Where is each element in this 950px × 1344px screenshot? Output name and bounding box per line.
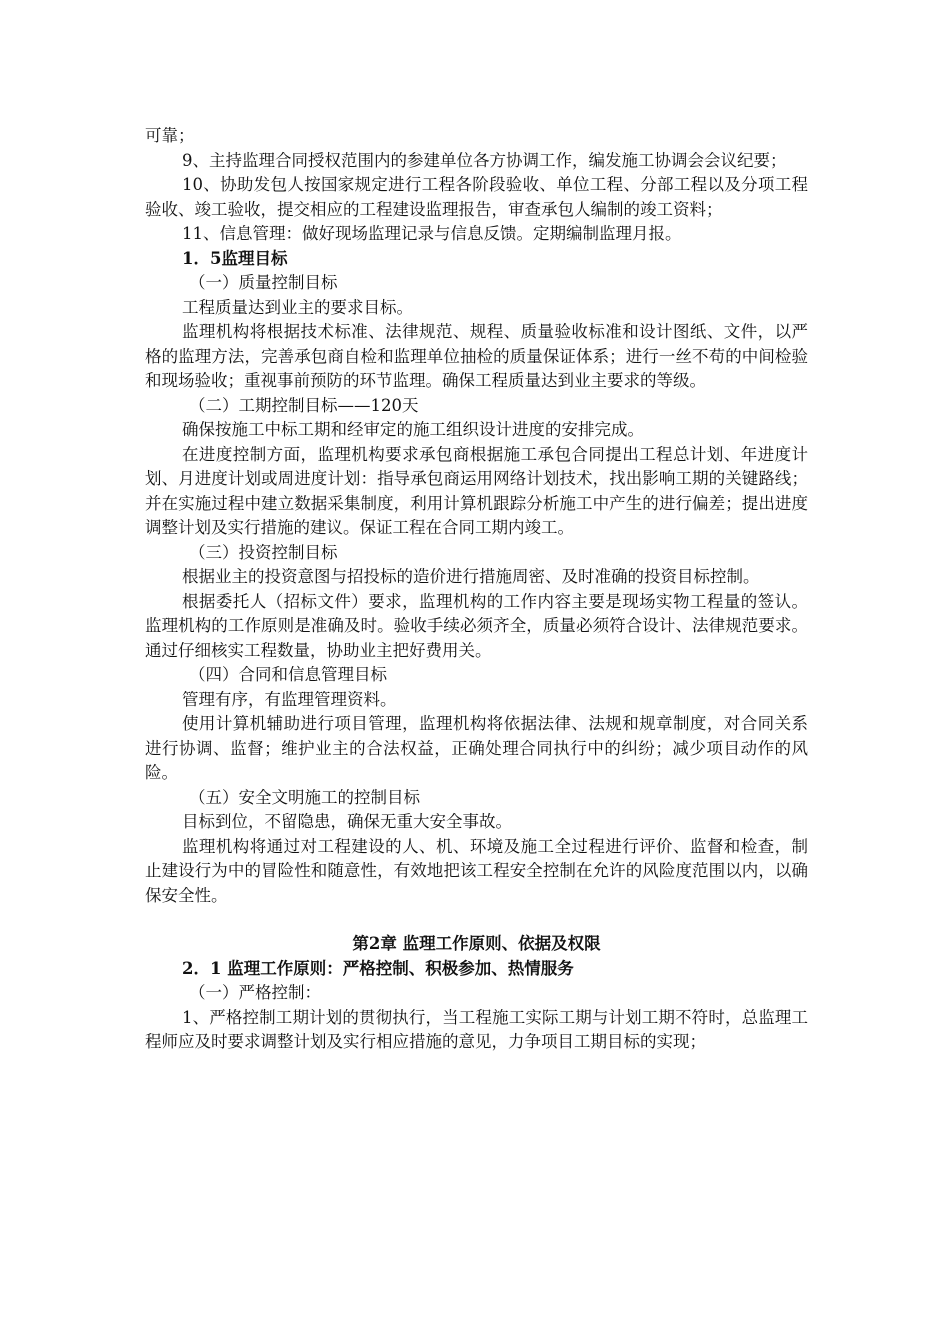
paragraph: 管理有序，有监理管理资料。 (182, 689, 397, 709)
paragraph: 确保按施工中标工期和经审定的施工组织设计进度的安排完成。 (182, 420, 644, 439)
subheading-contract: （四）合同和信息管理目标 (189, 665, 387, 684)
paragraph: 根据业主的投资意图与招投标的造价进行措施周密、及时准确的投资目标控制。 (182, 567, 760, 586)
subheading-schedule: （二）工期控制目标——120天 (189, 395, 419, 415)
subheading-investment: （三）投资控制目标 (189, 542, 338, 562)
paragraph-item-10: 10、协助发包人按国家规定进行工程各阶段验收、单位工程、分部工程以及分项工程验收、竣工验收，提交相应的工程建设监理报告，审查承包人编制的竣工资料； (145, 175, 808, 219)
section-heading-1-5: 1．5监理目标 (182, 248, 288, 268)
subheading-safety: （五）安全文明施工的控制目标 (189, 787, 420, 807)
paragraph-continuation: 可靠； (145, 126, 195, 145)
subheading-strict-control: （一）严格控制： (189, 983, 321, 1002)
paragraph-item-9: 9、主持监理合同授权范围内的参建单位各方协调工作，编发施工协调会会议纪要； (182, 150, 787, 170)
paragraph: 监理机构将通过对工程建设的人、机、环境及施工全过程进行评价、监督和检查，制止建设行为中的冒险性和随意性，有效地把该工程安全控制在允许的风险度范围以内，以确保安全性。 (145, 836, 808, 905)
paragraph: 根据委托人（招标文件）要求，监理机构的工作内容主要是现场实物工程量的签认。监理机构的工作原则是准确及时。验收手续必须齐全，质量必须符合设计、法律规范要求。通过仔细核实工程数量，协助业主把好费用关。 (145, 591, 808, 660)
paragraph-item-11: 11、信息管理：做好现场监理记录与信息反馈。定期编制监理月报。 (182, 224, 682, 243)
paragraph: 1、严格控制工期计划的贯彻执行，当工程施工实际工期与计划工期不符时，总监理工程师应及时要求调整计划及实行相应措施的意见，力争项目工期目标的实现； (145, 1007, 808, 1051)
section-heading-2-1: 2．1 监理工作原则：严格控制、积极参加、热情服务 (182, 958, 574, 978)
paragraph: 监理机构将根据技术标准、法律规范、规程、质量验收标准和设计图纸、文件，以严格的监理方法，完善承包商自检和监理单位抽检的质量保证体系；进行一丝不苟的中间检验和现场验收；重视事前预防的环节监理。确保工程质量达到业主要求的等级。 (145, 322, 808, 390)
subheading-quality: （一）质量控制目标 (189, 273, 338, 292)
chapter-title: 第2章 监理工作原则、依据及权限 (352, 934, 601, 953)
paragraph: 在进度控制方面，监理机构要求承包商根据施工承包合同提出工程总计划、年进度计划、月进度计划或周进度计划：指导承包商运用网络计划技术，找出影响工期的关键路线；并在实施过程中建立数据采集制度，利用计算机跟踪分析施工中产生的进行偏差；提出进度调整计划及实行措施的建议。保证工程在合同工期内竣工。 (145, 444, 808, 537)
paragraph: 目标到位，不留隐患，确保无重大安全事故。 (182, 812, 512, 831)
paragraph: 工程质量达到业主的要求目标。 (182, 297, 413, 317)
paragraph: 使用计算机辅助进行项目管理，监理机构将依据法律、法规和规章制度，对合同关系进行协调、监督；维护业主的合法权益，正确处理合同执行中的纠纷；减少项目动作的风险。 (145, 714, 808, 782)
